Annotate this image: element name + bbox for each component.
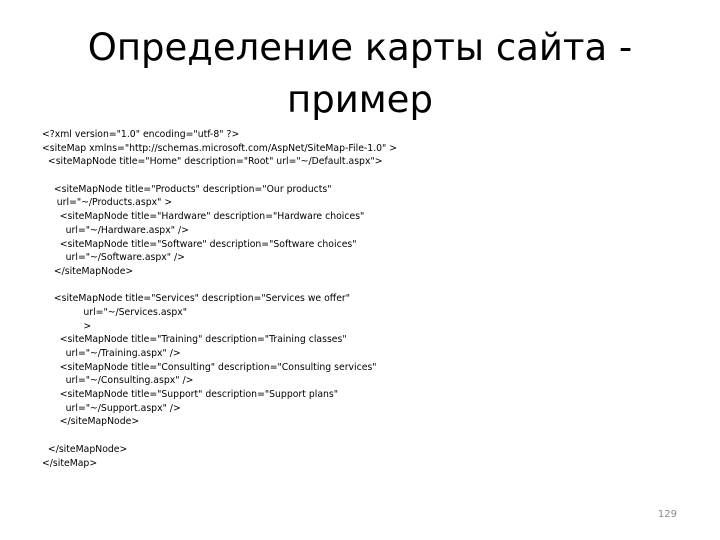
code-line: url="~/Software.aspx" /> bbox=[42, 252, 185, 264]
code-line: </siteMap> bbox=[42, 457, 98, 469]
code-line: <siteMapNode title="Services" description="Services we offer" bbox=[42, 293, 351, 305]
code-line: <siteMapNode title="Home" description="Root" url="~/Default.aspx"> bbox=[42, 156, 383, 168]
code-line: url="~/Support.aspx" /> bbox=[42, 402, 181, 414]
code-line bbox=[42, 169, 682, 183]
code-line: </siteMapNode> bbox=[42, 416, 140, 428]
code-line bbox=[42, 429, 682, 443]
code-line: url="~/Training.aspx" /> bbox=[42, 348, 181, 359]
slide-title-line-2: пример bbox=[287, 78, 433, 121]
code-line: <siteMapNode title="Hardware" description="Hardware choices" bbox=[42, 211, 365, 223]
slide-title bbox=[40, 22, 680, 126]
code-line: <siteMapNode title="Training" description="Training classes" bbox=[42, 334, 347, 346]
code-line: > bbox=[42, 320, 92, 332]
code-line: <siteMapNode title="Consulting" description="Consulting services" bbox=[42, 361, 377, 373]
page-number: 129 bbox=[657, 509, 677, 520]
slide-title-line-1: Определение карты сайта - bbox=[87, 26, 633, 69]
code-line: <siteMapNode title="Products" description="Our products" bbox=[42, 183, 332, 195]
code-line: </siteMapNode> bbox=[42, 265, 134, 277]
code-line bbox=[42, 279, 682, 293]
code-listing bbox=[42, 128, 682, 470]
code-line: url="~/Hardware.aspx" /> bbox=[42, 224, 189, 236]
code-line: url="~/Products.aspx" > bbox=[42, 197, 173, 209]
code-line: </siteMapNode> bbox=[42, 443, 128, 455]
code-line: url="~/Services.aspx" bbox=[42, 306, 188, 318]
code-line: <?xml version="1.0" encoding="utf-8" ?> bbox=[42, 129, 240, 140]
code-line: <siteMap xmlns="http://schemas.microsoft.com/AspNet/SiteMap-File-1.0" > bbox=[42, 142, 398, 154]
code-line: <siteMapNode title="Software" description="Software choices" bbox=[42, 238, 357, 250]
code-line: url="~/Consulting.aspx" /> bbox=[42, 375, 194, 387]
code-line: <siteMapNode title="Support" description="Support plans" bbox=[42, 389, 339, 401]
